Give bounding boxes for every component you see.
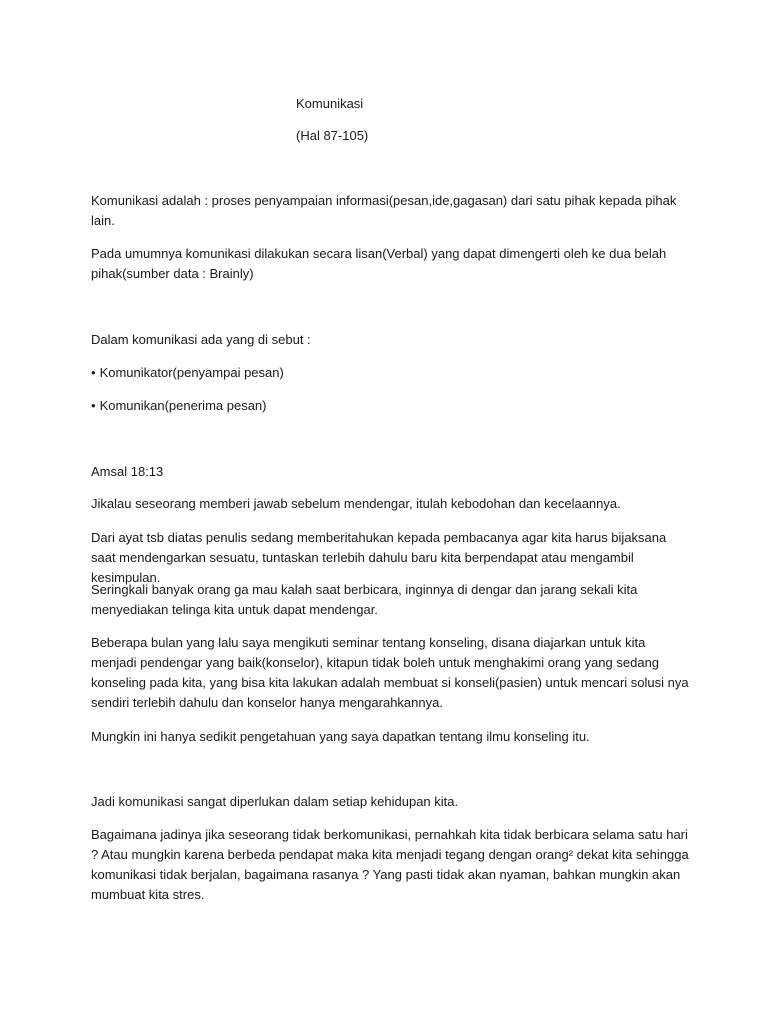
bullet-icon: •	[91, 365, 96, 380]
paragraph-explanation: Dari ayat tsb diatas penulis sedang memberitahukan kepada pembacanya agar kita harus bijaksana saat mendengarkan sesuatu, tuntaskan terlebih dahulu baru kita berpendapat atau mengambil kesimpulan.	[91, 530, 667, 585]
paragraph-question: Bagaimana jadinya jika seseorang tidak berkomunikasi, pernahkah kita tidak berbicara selama satu hari ? Atau mungkin karena berbeda pendapat maka kita menjadi tegang dengan orang² dekat kita sehingga komunikasi tidak berjalan, bagaimana rasanya ? Yang pasti tidak akan nyaman, bahkan mungkin akan mumbuat kita stres.	[91, 827, 689, 902]
bullet-item	[91, 396, 691, 416]
paragraph-dalam-komunikasi: Dalam komunikasi ada yang di sebut :	[91, 332, 311, 347]
paragraph-seminar: Beberapa bulan yang lalu saya mengikuti seminar tentang konseling, disana diajarkan untuk kita menjadi pendengar yang baik(konselor), kitapun tidak boleh untuk menghakimi orang yang sedang konseling pada kita, yang bisa kita lakukan adalah membuat si konseli(pasien) untuk mencari solusi nya sendiri terlebih dahulu dan konselor hanya mengarahkannya.	[91, 635, 689, 710]
document-title: Komunikasi	[296, 96, 364, 111]
title-block	[296, 94, 368, 158]
paragraph-verbal: Pada umumnya komunikasi dilakukan secara lisan(Verbal) yang dapat dimengerti oleh ke dua belah pihak(sumber data : Brainly)	[91, 246, 667, 281]
paragraph-listening: Seringkali banyak orang ga mau kalah saat berbicara, inginnya di dengar dan jarang sekali kita menyediakan telinga kita untuk dapat mendengar.	[91, 582, 638, 617]
bullet-icon: •	[91, 398, 96, 413]
bullet-text: Komunikan(penerima pesan)	[99, 398, 267, 413]
paragraph-verse: Jikalau seseorang memberi jawab sebelum mendengar, itulah kebodohan dan kecelaannya.	[91, 496, 621, 511]
paragraph-definition: Komunikasi adalah : proses penyampaian informasi(pesan,ide,gagasan) dari satu pihak kepada pihak lain.	[91, 193, 677, 228]
bullet-item	[91, 363, 691, 383]
document-subtitle: (Hal 87-105)	[296, 128, 369, 143]
paragraph-conclusion: Jadi komunikasi sangat diperlukan dalam setiap kehidupan kita.	[91, 794, 459, 809]
paragraph-knowledge: Mungkin ini hanya sedikit pengetahuan yang saya dapatkan tentang ilmu konseling itu.	[91, 729, 590, 744]
bullet-text: Komunikator(penyampai pesan)	[99, 365, 284, 380]
paragraph-amsal: Amsal 18:13	[91, 464, 164, 479]
